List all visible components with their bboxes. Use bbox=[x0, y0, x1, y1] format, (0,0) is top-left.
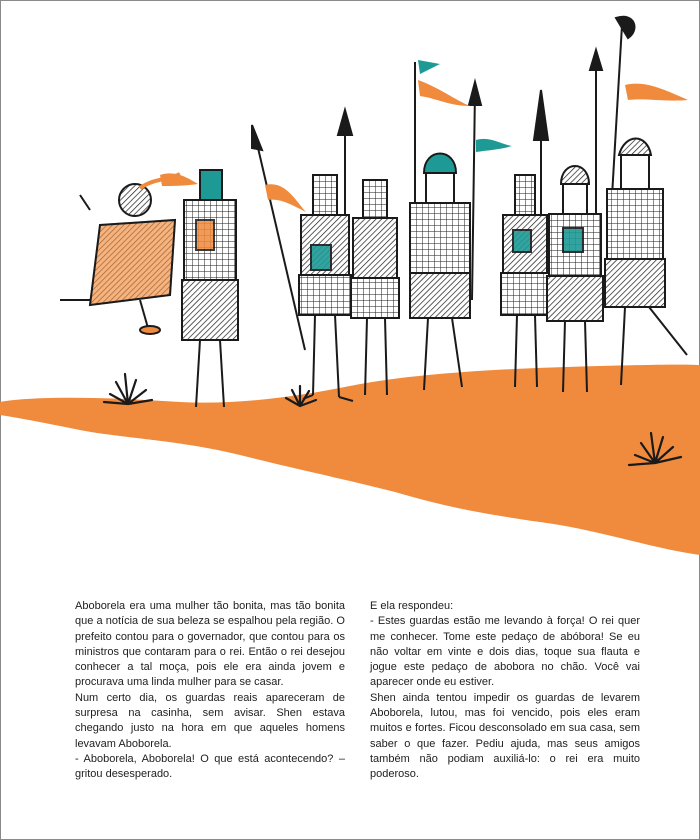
shen-figure bbox=[182, 170, 238, 407]
story-paragraph: E ela respondeu: bbox=[370, 600, 454, 612]
story-paragraph: - Aboborela, Aboborela! O que está acontecendo? – gritou desesperado. bbox=[75, 752, 345, 781]
story-paragraph: Aboborela era uma mulher tão bonita, mas tão bonita que a notícia de sua beleza se espalhou pela região. O prefeito contou para o governador, que contou para os ministros que contaram para o rei. Então o rei desejou conhecer a tal moça, pois ele era ainda jovem e procurava uma linda mulher para se casar. bbox=[75, 600, 345, 689]
aboborela-figure bbox=[60, 174, 180, 334]
story-paragraph: Num certo dia, os guardas reais apareceram de surpresa na casinha, sem avisar. Shen estava chegando justo na hora em que aqueles homens levavam Aboborela. bbox=[75, 691, 345, 750]
story-paragraph: - Estes guardas estão me levando à força! O rei quer me conhecer. Tome este pedaço de abóbora! Se eu não voltar em vinte e dois dias, toque sua flauta e jogue este pedaço de abobora no chão. Você vai aparecer onde eu estiver. bbox=[370, 615, 640, 689]
story-text-right-column bbox=[370, 599, 640, 783]
guard-figures bbox=[299, 139, 687, 402]
orange-ground bbox=[0, 365, 700, 555]
story-text-left-column bbox=[75, 599, 345, 783]
story-paragraph: Shen ainda tentou impedir os guardas de levarem Aboborela, lutou, mas foi vencido, pois eles eram muitos e fortes. Ficou desconsolado em sua casa, sem saber o que fazer. Pediu ajuda, mas seus amigos também não podiam auxiliá-lo: o rei era muito poderoso. bbox=[370, 691, 640, 781]
